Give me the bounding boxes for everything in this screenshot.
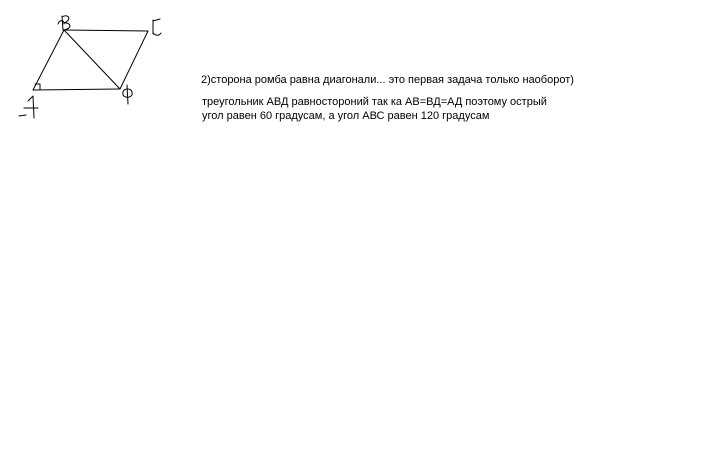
solution-line-1: треугольник АВД равностороний так ка АВ=ВД=АД поэтому острый bbox=[202, 96, 547, 108]
side-da bbox=[33, 89, 120, 90]
rhombus-diagram bbox=[0, 0, 200, 130]
vertex-label-b bbox=[58, 16, 70, 30]
side-ab bbox=[33, 30, 64, 90]
problem-title: 2)сторона ромба равна диагонали... это первая задача только наоборот) bbox=[201, 74, 574, 86]
vertex-label-d bbox=[123, 85, 132, 104]
vertex-label-c bbox=[153, 19, 161, 35]
solution-line-2: угол равен 60 градусам, а угол АВС равен 120 градусам bbox=[202, 110, 490, 122]
side-bc bbox=[64, 30, 148, 31]
side-cd bbox=[120, 31, 148, 89]
vertex-label-a bbox=[19, 96, 38, 118]
diagonal-bd bbox=[64, 30, 120, 89]
